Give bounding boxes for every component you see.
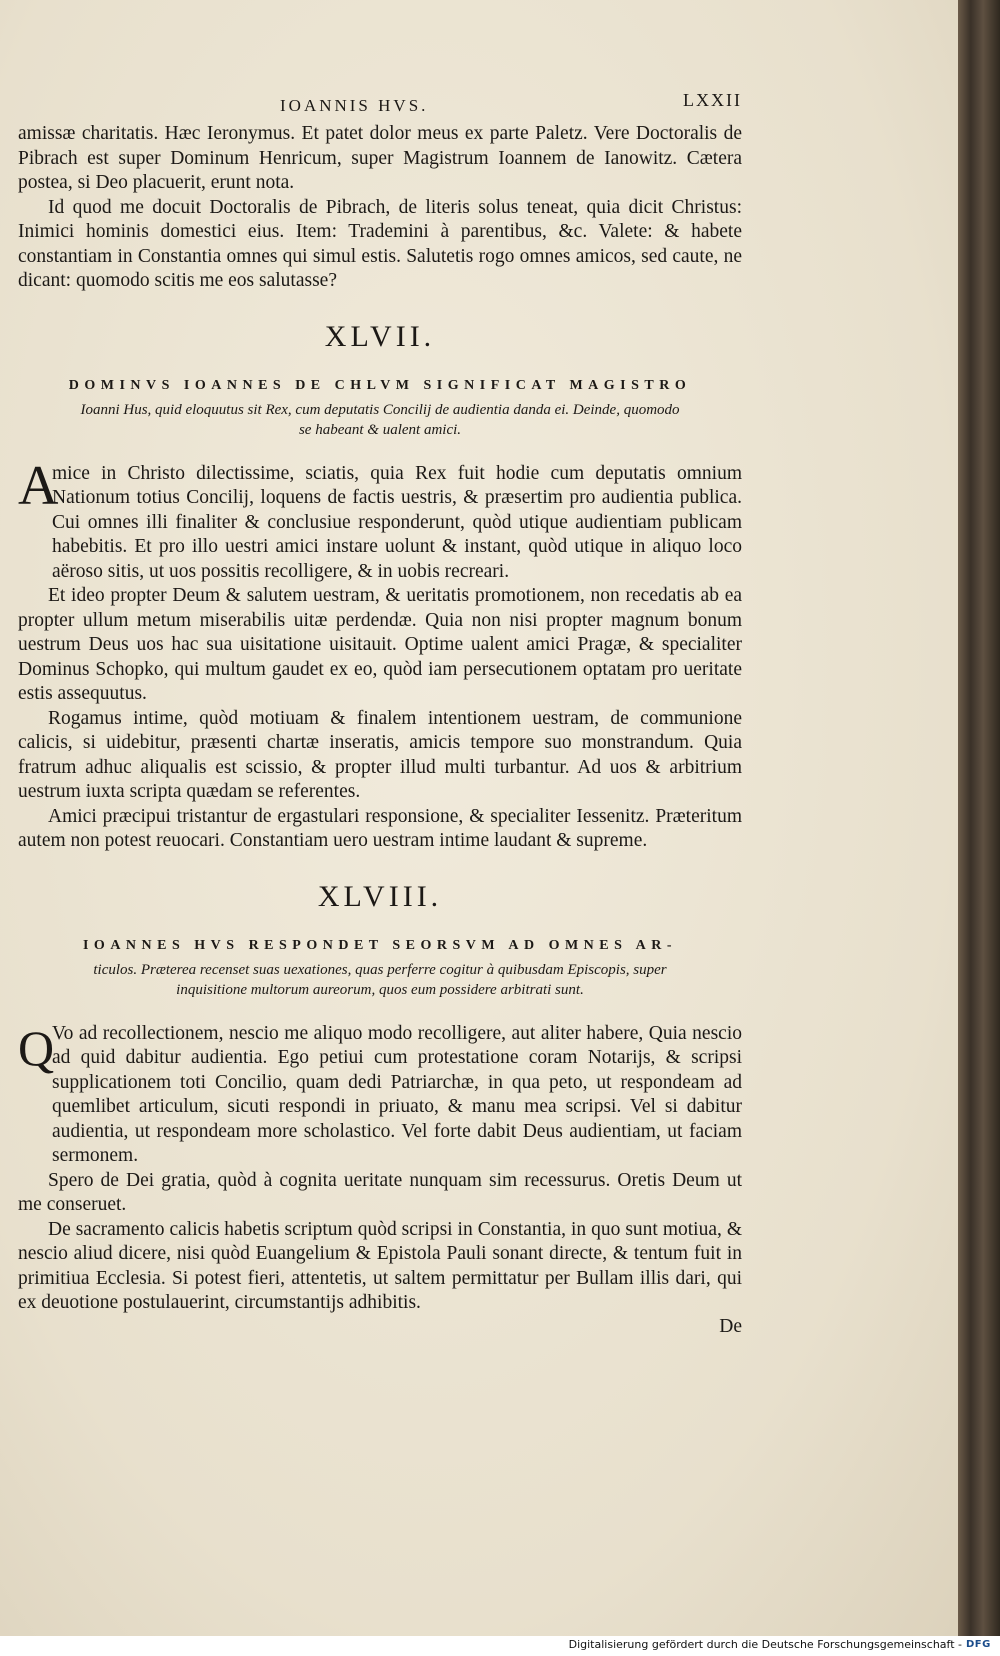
summary-heading: IOANNES HVS RESPONDET SEORSVM AD OMNES AR-	[82, 937, 678, 953]
funding-credit: Digitalisierung gefördert durch die Deutsche Forschungsgemeinschaft -	[568, 1638, 962, 1651]
opening-paragraph: amissæ charitatis. Hæc Ieronymus. Et patet dolor meus ex parte Paletz. Vere Doctoralis de Pibrach est super Dominum Henricum, super Magistrum Ioannem de Ianowitz. Cætera postea, si Deo placuerit, erunt nota.	[18, 123, 742, 193]
letter-body-paragraph	[18, 1019, 742, 1169]
summary-heading: DOMINVS IOANNES DE CHLVM SIGNIFICAT MAGISTRO	[68, 377, 692, 393]
running-head	[18, 88, 742, 122]
paragraph-text: Vo ad recollectionem, nescio me aliquo modo recolligere, aut aliter habere, Quia nescio ad quid dabitur audientia. Ego petiui cum protestatione coram Notarijs, & scripsi supplicationem toti Concilio, quam dedi Patriarchæ, in qua peto, ut respondeam ad quemlibet articulum, sicuti respondi in priuato, & manu mea scripsi. Vel si dabitur audientia, ut respondeam more scholastico. Vel forte dabit Deus audientiam, ut faciam sermonem.	[52, 1022, 742, 1166]
summary-text: ticulos. Præterea recenset suas uexationes, quas perferre cogitur à quibusdam Episcopis, super inquisitione multorum aureorum, quos eum possidere arbitrati sunt.	[93, 961, 667, 998]
digitization-footer	[0, 1636, 1000, 1656]
letter-body-paragraph: De sacramento calicis habetis scriptum quòd scripsi in Constantia, in quo sunt motiua, & nescio aliud dicere, nisi quòd Euangelium & Epistola Pauli sonant directe, & tentum fuit in primitiua Ecclesia. Si potest fieri, attentetis, ut saltem permittatur per Bullam illis dari, qui ex deuotione postulauerint, circumstantijs adhibitis.	[18, 1218, 742, 1313]
drop-cap: A	[18, 454, 59, 517]
book-spine-edge	[958, 0, 1000, 1636]
catchword: De	[719, 1315, 742, 1337]
summary-text: Ioanni Hus, quid eloquutus sit Rex, cum deputatis Concilij de audientia danda ei. Deinde, quomodo se habeant & ualent amici.	[80, 401, 680, 438]
letter-body-paragraph: Rogamus intime, quòd motiuam & finalem intentionem uestram, de communione calicis, si uidebitur, præsenti chartæ inseratis, amicis tempore suo monstrandum. Quia fratrum adhuc aliqualis est scissio, & propter illud multi turbantur. Ad uos & arbitrium uestrum iuxta scripta quædam se referentes.	[18, 707, 742, 802]
letter-summary	[18, 376, 742, 440]
letter-body-paragraph: Et ideo propter Deum & salutem uestram, & ueritatis promotionem, non recedatis ab ea propter ullum metum miserabilis uitæ perdendæ. Quia non nisi propter magnum bonum uestrum Deus uos hac sua uisitatione uisitauit. Optime ualent amici Pragæ, & specialiter Dominus Schopko, qui multum gaudet ex eo, quòd iam persecutionem optatam pro ueritate estis assequutus.	[18, 585, 742, 704]
letter-body-paragraph	[18, 454, 742, 585]
letter-number: XLVIII.	[317, 879, 443, 913]
drop-cap: Q	[18, 1019, 55, 1076]
running-head-title: IOANNIS HVS.	[280, 96, 429, 115]
text-column	[18, 88, 742, 1338]
letter-number: XLVII.	[324, 319, 436, 353]
letter-summary	[18, 936, 742, 1000]
dfg-logo: DFG	[966, 1639, 991, 1650]
paragraph-text: mice in Christo dilectissime, sciatis, quia Rex fuit hodie cum deputatis omnium Nationum totius Concilij, loquens de factis uestris, & præsertim pro audientia publica. Cui omnes illi finaliter & conclusiue responderunt, quòd utique audientiam publicam habebitis. Et pro illo uestri amici instare uolunt & instant, quòd utique in aliquo loco aëroso sitis, ut uos possitis recolligere, & in uobis recreari.	[52, 462, 742, 582]
opening-paragraph: Id quod me docuit Doctoralis de Pibrach, de literis solus teneat, quia dicit Christus: Inimici hominis domestici eius. Item: Trademini à parentibus, &c. Valete: & habete constantiam in Constantia omnes qui simul estis. Salutetis rogo omnes amicos, sed caute, ne dicant: quomodo scitis me eos salutasse?	[18, 196, 742, 291]
folio-number: LXXII	[683, 90, 742, 110]
letter-body-paragraph: Spero de Dei gratia, quòd à cognita ueritate nunquam sim recessurus. Oretis Deum ut me conseruet.	[18, 1169, 742, 1215]
letter-body-paragraph: Amici præcipui tristantur de ergastulari responsione, & specialiter Iessenitz. Præteritum autem non potest reuocari. Constantiam uero uestram intime laudant & supreme.	[18, 805, 742, 851]
